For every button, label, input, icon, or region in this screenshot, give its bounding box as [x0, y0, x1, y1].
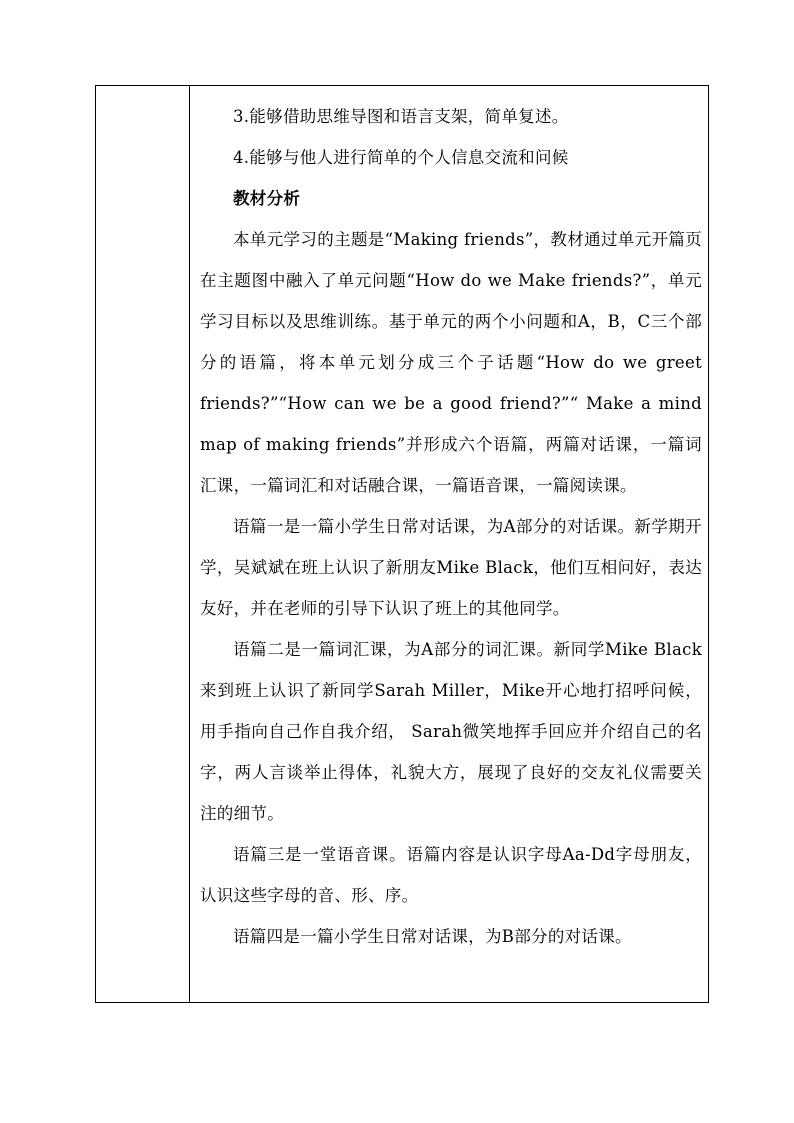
objective-4: 4.能够与他人进行简单的个人信息交流和问候 — [233, 148, 569, 167]
cell-text — [200, 96, 702, 957]
paragraph-unit-theme: 本单元学习的主题是“Making friends”，教材通过单元开篇页在主题图中融入了单元问题“How do we Make friends?”，单元学习目标以及思维训练。基于单元的两个小问题和A，B，C三个部分的语篇，将本单元划分成三个子话题“How do we greet friends?”“How can we be a good friend?”“ Make a mind map of making friends”并形成六个语篇，两篇对话课，一篇词汇课，一篇词汇和对话融合课，一篇语音课，一篇阅读课。 — [200, 230, 702, 495]
paragraph-text-3: 语篇三是一堂语音课。语篇内容是认识字母Aa-Dd字母朋友，认识这些字母的音、形、序。 — [200, 845, 702, 905]
paragraph-text-1: 语篇一是一篇小学生日常对话课，为A部分的对话课。新学期开学，吴斌斌在班上认识了新朋友Mike Black，他们互相问好，表达友好，并在老师的引导下认识了班上的其他同学。 — [200, 517, 702, 618]
table-left-cell — [96, 86, 190, 1002]
section-heading-textbook-analysis: 教材分析 — [233, 189, 301, 208]
objective-3: 3.能够借助思维导图和语言支架，简单复述。 — [233, 107, 569, 126]
paragraph-text-2: 语篇二是一篇词汇课，为A部分的词汇课。新同学Mike Black来到班上认识了新同学Sarah Miller，Mike开心地打招呼问候，用手指向自己作自我介绍， Sarah微笑地挥手回应并介绍自己的名字，两人言谈举止得体，礼貌大方，展现了良好的交友礼仪需要关注的细节。 — [200, 640, 702, 823]
paragraph-text-4: 语篇四是一篇小学生日常对话课，为B部分的对话课。 — [233, 927, 632, 946]
content-table — [95, 85, 709, 1003]
table-right-cell — [190, 86, 708, 1002]
